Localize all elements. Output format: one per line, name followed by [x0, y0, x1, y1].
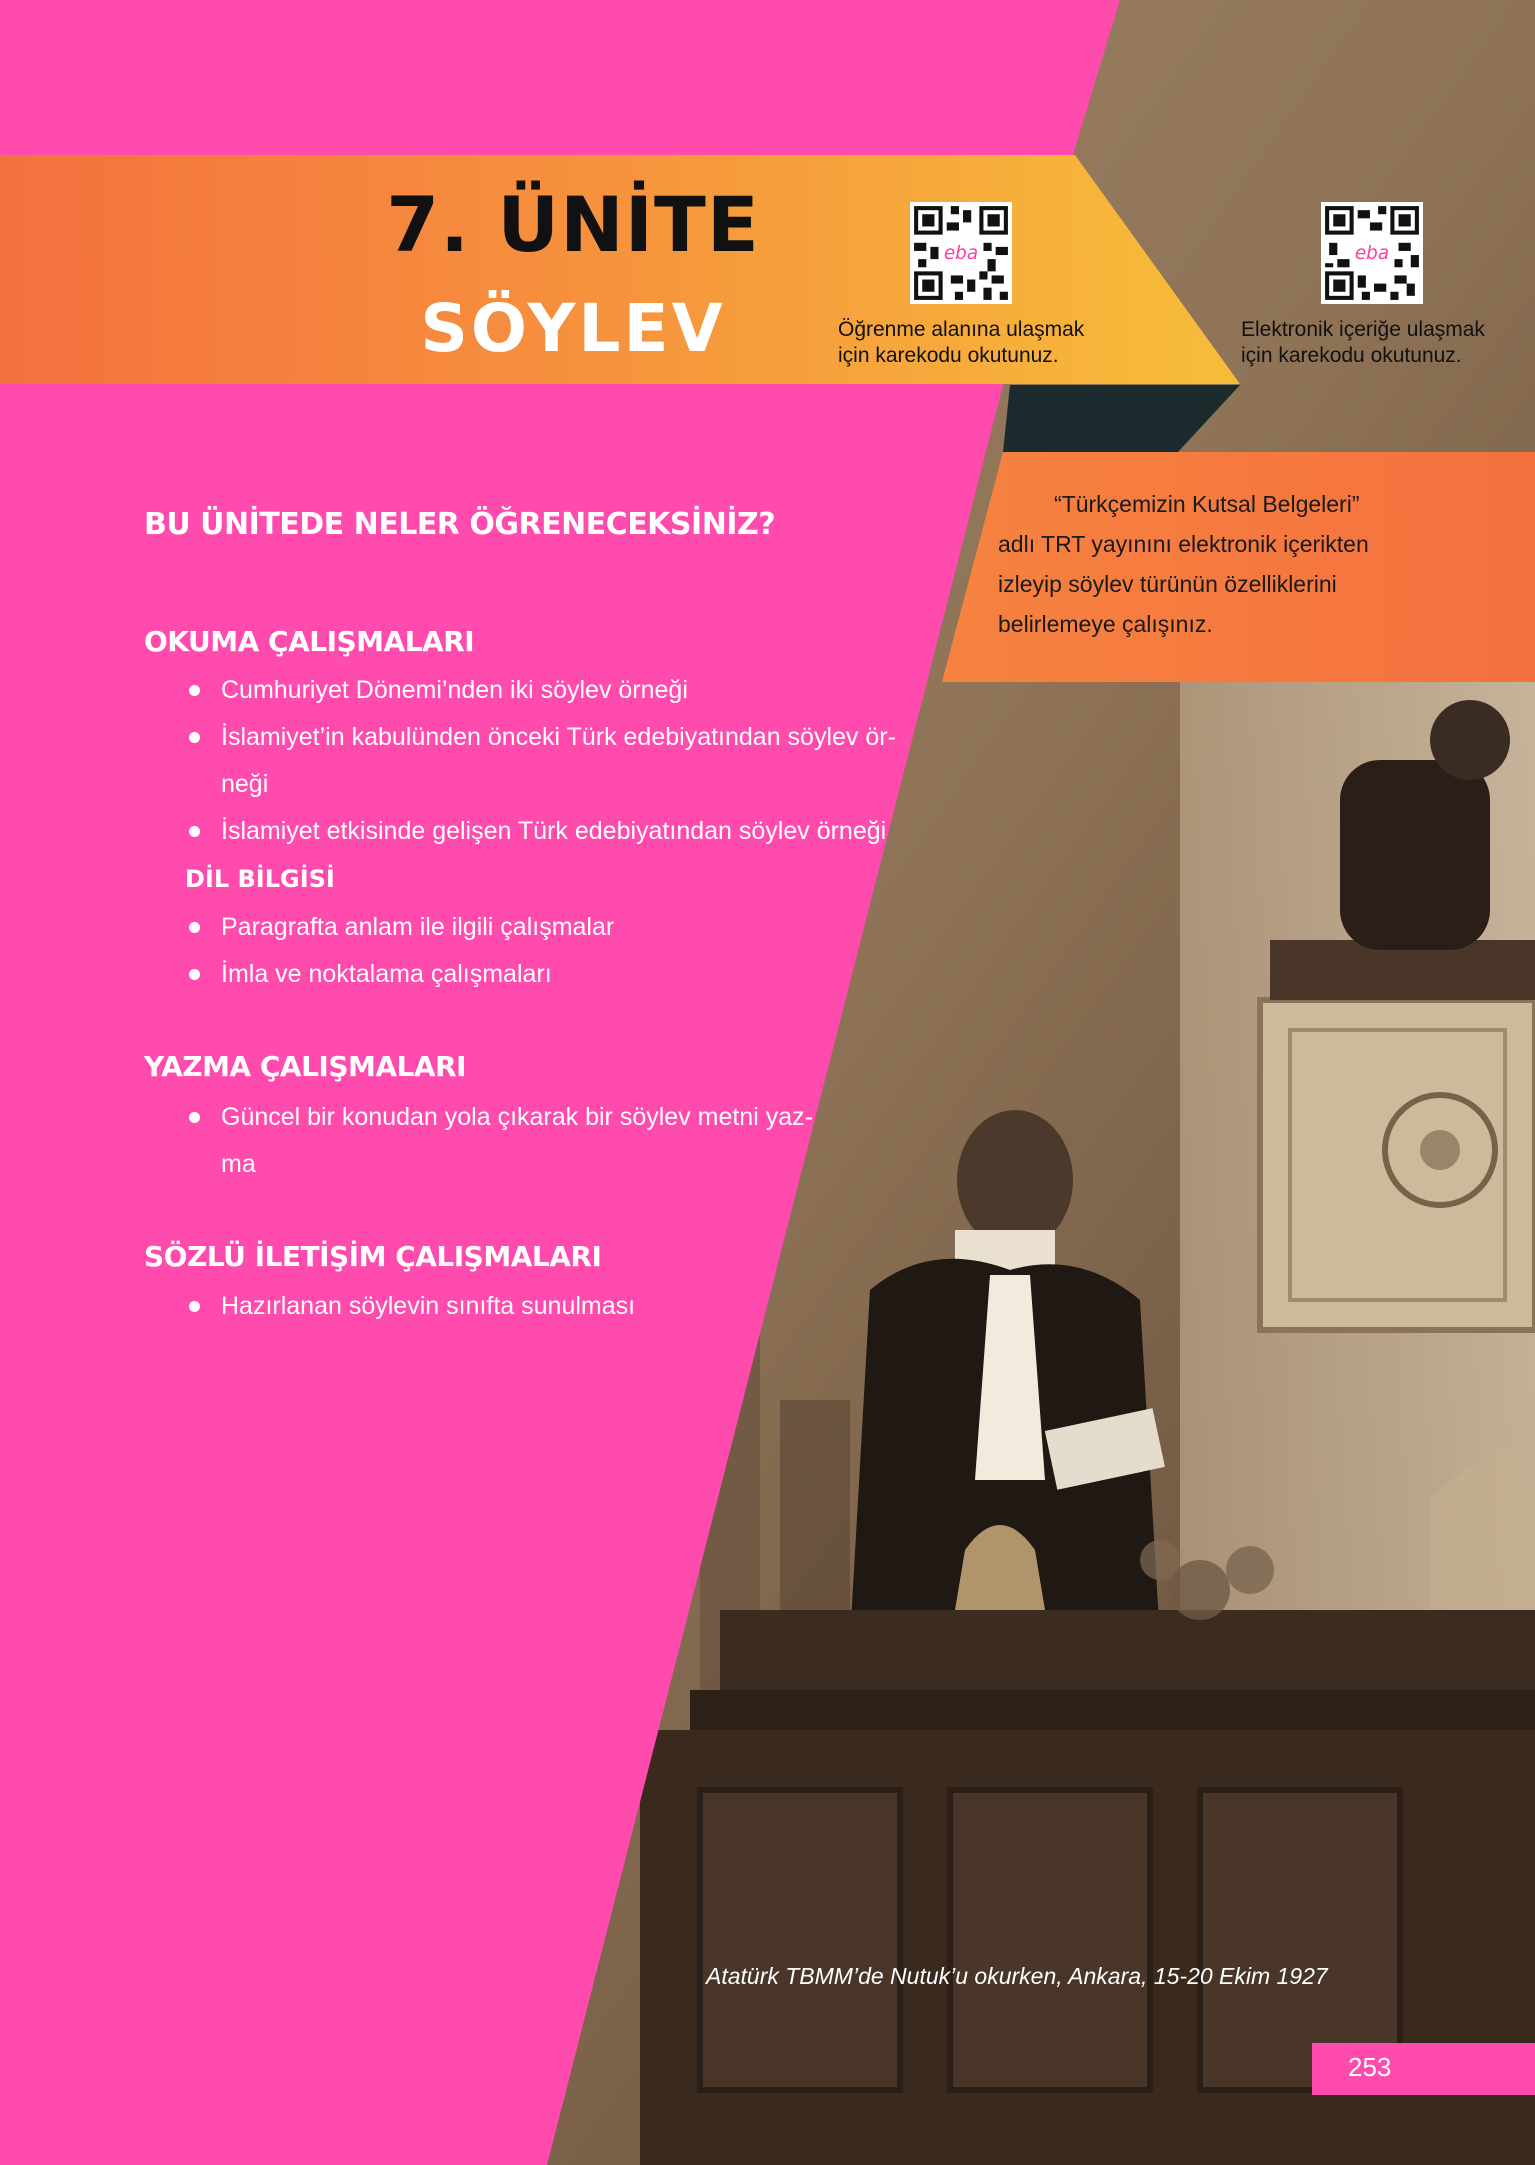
activity-line: adlı TRT yayınını elektronik içerikten — [998, 531, 1369, 557]
activity-line: “Türkçemizin Kutsal Belgeleri” — [1054, 491, 1360, 517]
qr-caption-line: Elektronik içeriğe ulaşmak — [1241, 318, 1485, 341]
unit-subtitle: SÖYLEV — [420, 290, 726, 367]
bullet-icon — [189, 685, 200, 696]
activity-line: izleyip söylev türünün özelliklerini — [998, 571, 1337, 597]
bullet-icon — [189, 732, 200, 743]
list-item-text: ma — [221, 1150, 256, 1178]
qr-caption-line: Öğrenme alanına ulaşmak — [838, 318, 1085, 341]
page-number: 253 — [1348, 2052, 1392, 2082]
list-item-text: Güncel bir konudan yola çıkarak bir söylev metni yaz- — [221, 1103, 813, 1131]
qr-caption-line: için karekodu okutunuz. — [838, 344, 1059, 367]
qr-code-icon[interactable] — [1321, 202, 1423, 304]
list-item-text: İmla ve noktalama çalışmaları — [221, 960, 552, 988]
bullet-icon — [189, 969, 200, 980]
section-heading-speaking: SÖZLÜ İLETİŞİM ÇALIŞMALARI — [144, 1240, 602, 1273]
bullet-icon — [189, 922, 200, 933]
qr-caption-line: için karekodu okutunuz. — [1241, 344, 1462, 367]
section-heading-grammar: DİL BİLGİSİ — [185, 865, 335, 893]
section-heading-reading: OKUMA ÇALIŞMALARI — [144, 625, 475, 658]
bullet-icon — [189, 1112, 200, 1123]
list-item-text: Paragrafta anlam ile ilgili çalışmalar — [221, 913, 615, 941]
qr-caption-electronic — [1241, 317, 1485, 369]
bullet-icon — [189, 826, 200, 837]
qr-code-pattern — [1321, 202, 1423, 304]
section-heading-writing: YAZMA ÇALIŞMALARI — [144, 1050, 467, 1083]
list-item-text: İslamiyet’in kabulünden önceki Türk edebiyatından söylev ör- — [221, 723, 896, 751]
photo-caption: Atatürk TBMM’de Nutuk’u okurken, Ankara, 15-20 Ekim 1927 — [706, 1963, 1328, 1989]
page-number-bar — [1312, 2043, 1535, 2095]
activity-line: belirlemeye çalışınız. — [998, 611, 1213, 637]
bullet-icon — [189, 1301, 200, 1312]
qr-badge: eba — [1354, 243, 1390, 265]
qr-badge: eba — [943, 243, 979, 265]
list-item-text: Cumhuriyet Dönemi’nden iki söylev örneği — [221, 676, 688, 704]
activity-text — [998, 484, 1398, 644]
qr-code-icon[interactable] — [910, 202, 1012, 304]
unit-title: 7. ÜNİTE — [386, 180, 760, 269]
list-item-text: neği — [221, 770, 269, 798]
main-heading: BU ÜNİTEDE NELER ÖĞRENECEKSİNİZ? — [144, 507, 776, 542]
qr-caption-learning — [838, 317, 1084, 369]
list-item-text: İslamiyet etkisinde gelişen Türk edebiyatından söylev örneği — [221, 817, 887, 845]
list-item-text: Hazırlanan söylevin sınıfta sunulması — [221, 1292, 636, 1320]
qr-code-pattern — [910, 202, 1012, 304]
